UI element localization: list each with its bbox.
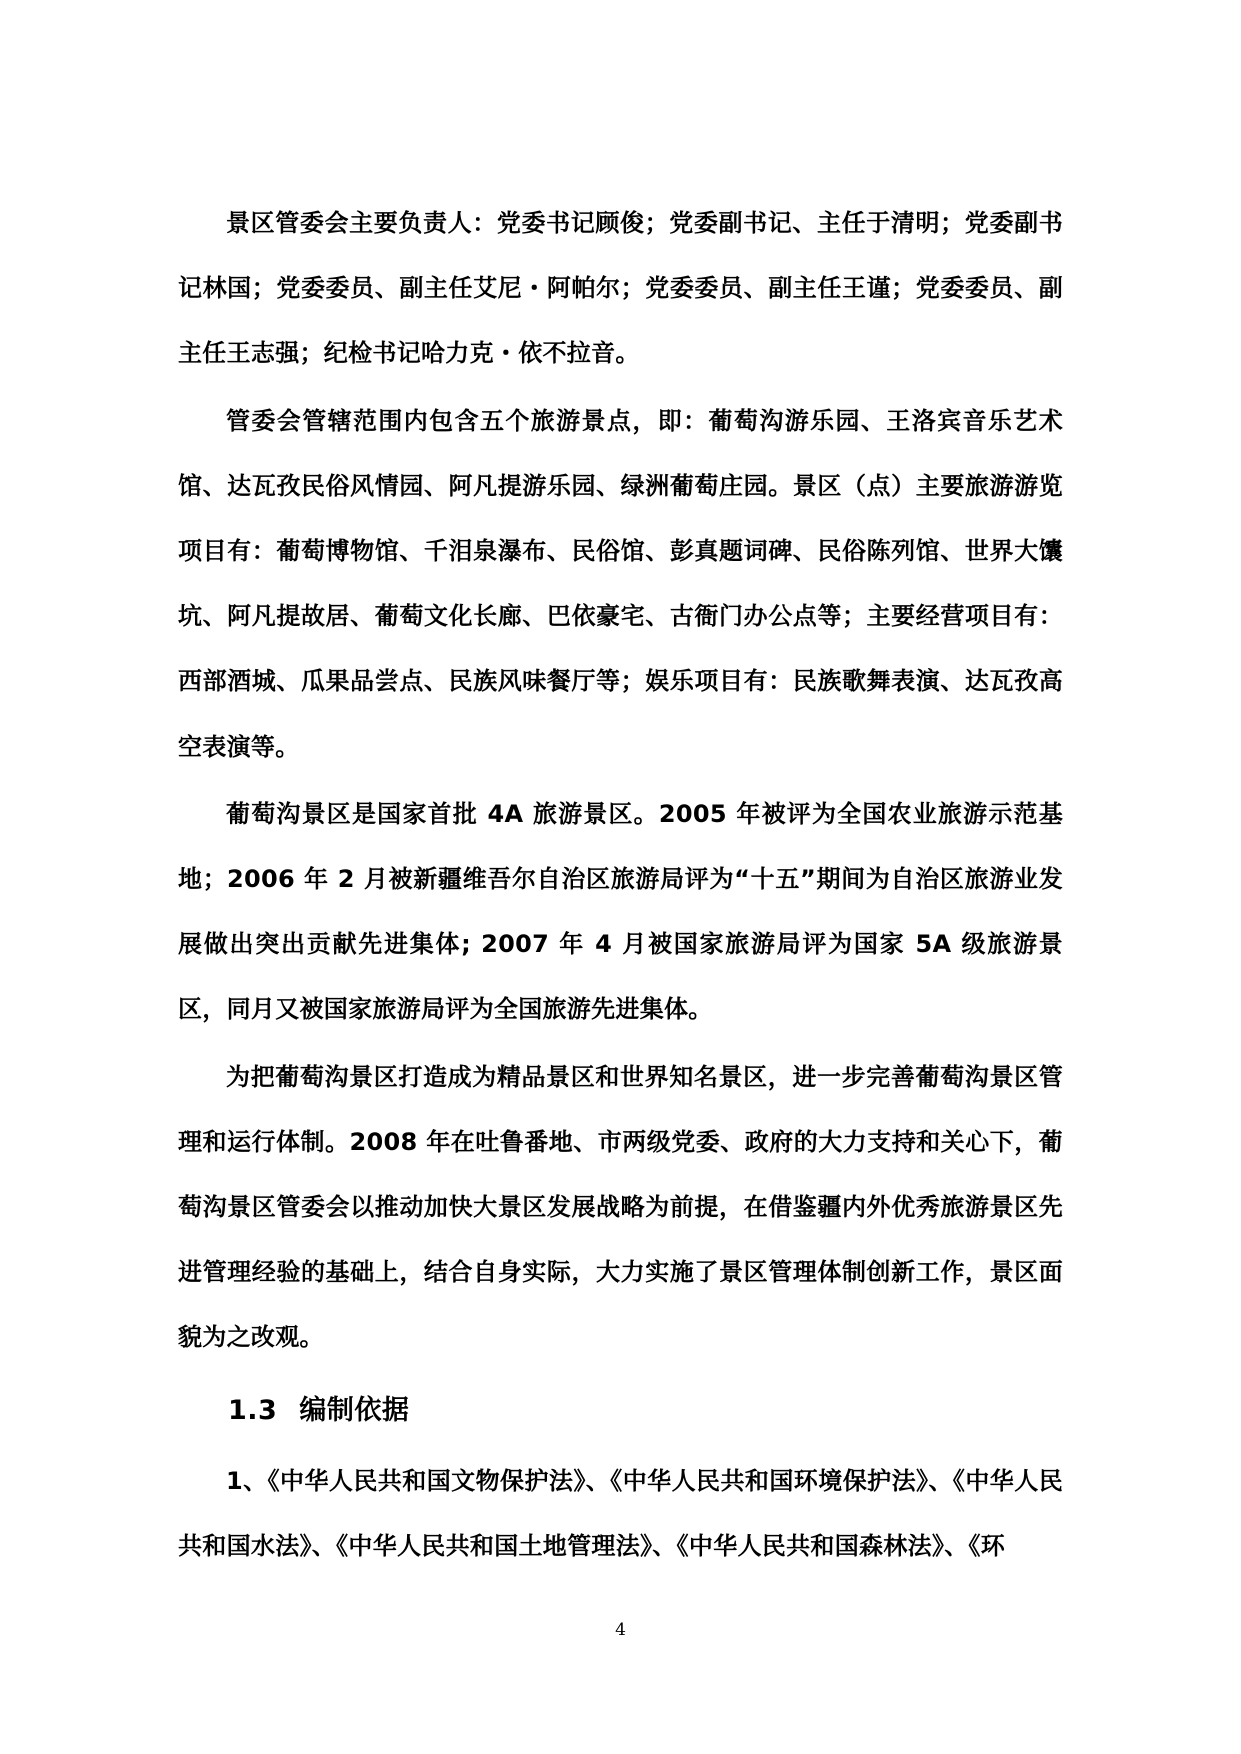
- section-number: 1.3: [228, 1394, 278, 1426]
- paragraph-leadership: 景区管委会主要负责人：党委书记顾俊；党委副书记、主任于清明；党委副书记林国；党委委员、副主任艾尼・阿帕尔；党委委员、副主任王谨；党委委员、副主任王志强；纪检书记哈力克・依不拉音。: [178, 209, 1063, 368]
- section-title: 编制依据: [299, 1394, 410, 1426]
- paragraph-honors: 葡萄沟景区是国家首批 4A 旅游景区。2005 年被评为全国农业旅游示范基地；2006 年 2 月被新疆维吾尔自治区旅游局评为“十五”期间为自治区旅游业发展做出突出贡献先进集体; 2007 年 4 月被国家旅游局评为国家 5A 级旅游景区，同月又被国家旅游局评为全国旅游先进集体。: [178, 799, 1063, 1024]
- page-number: 4: [615, 1620, 626, 1640]
- paragraph-management-reform: 为把葡萄沟景区打造成为精品景区和世界知名景区，进一步完善葡萄沟景区管理和运行体制。2008 年在吐鲁番地、市两级党委、政府的大力支持和关心下，葡萄沟景区管委会以推动加快大景区发展战略为前提，在借鉴疆内外优秀旅游景区先进管理经验的基础上，结合自身实际，大力实施了景区管理体制创新工作，景区面貌为之改观。: [178, 1062, 1063, 1352]
- paragraph-legal-basis: 1、《中华人民共和国文物保护法》、《中华人民共和国环境保护法》、《中华人民共和国水法》、《中华人民共和国土地管理法》、《中华人民共和国森林法》、《环: [178, 1466, 1063, 1560]
- page-body: [178, 191, 1063, 1581]
- paragraph-scenic-spots: 管委会管辖范围内包含五个旅游景点，即：葡萄沟游乐园、王洛宾音乐艺术馆、达瓦孜民俗风情园、阿凡提游乐园、绿洲葡萄庄园。景区（点）主要旅游游览项目有：葡萄博物馆、千泪泉瀑布、民俗馆、彭真题词碑、民俗陈列馆、世界大馕坑、阿凡提故居、葡萄文化长廊、巴依豪宅、古衙门办公点等；主要经营项目有：西部酒城、瓜果品尝点、民族风味餐厅等；娱乐项目有：民族歌舞表演、达瓦孜高空表演等。: [178, 406, 1063, 761]
- section-heading: [178, 1373, 1063, 1449]
